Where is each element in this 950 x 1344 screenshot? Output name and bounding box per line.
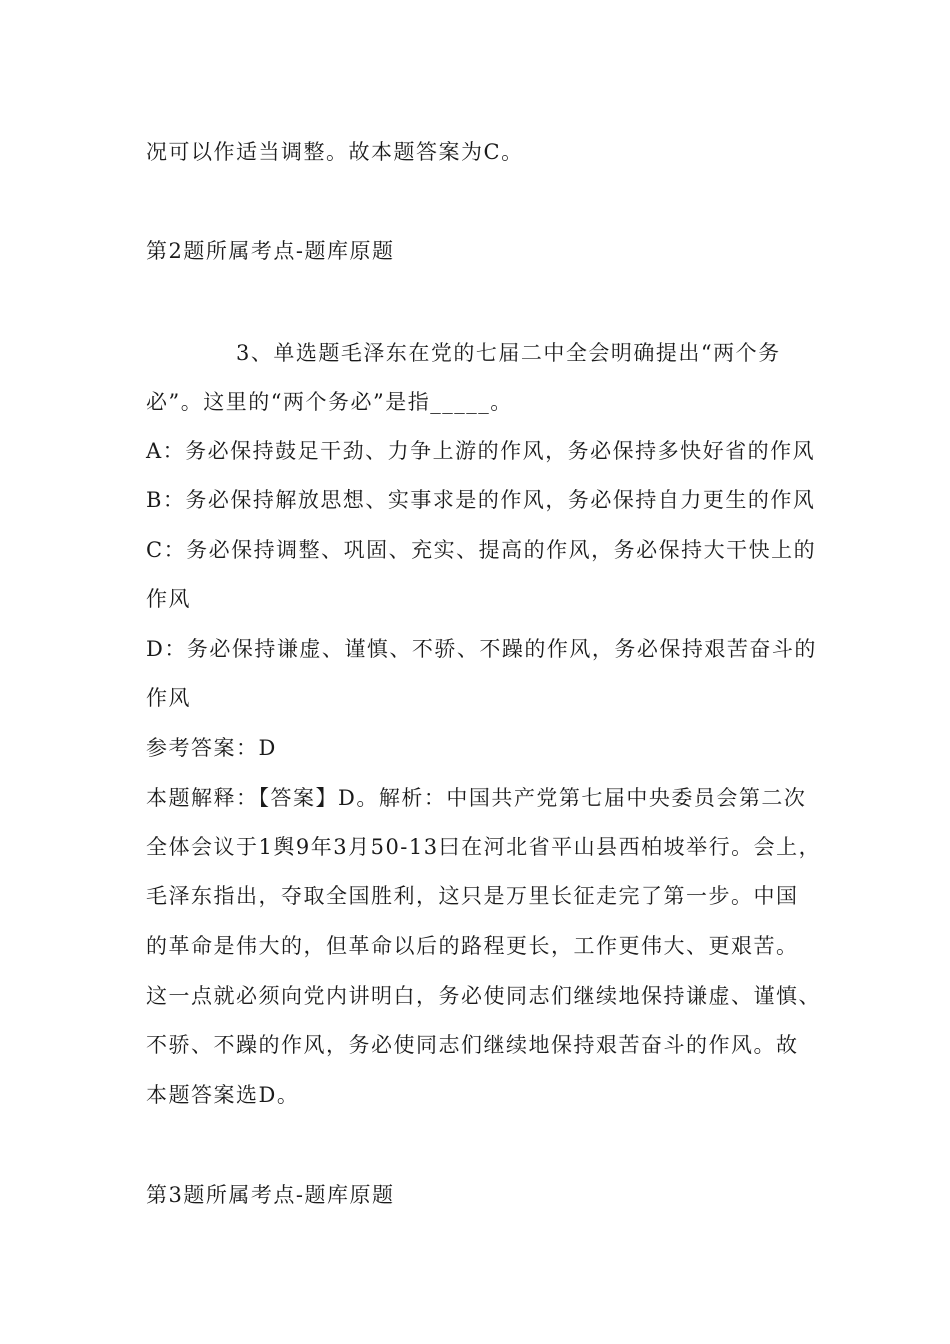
- reference-answer: 参考答案：D: [146, 736, 277, 760]
- option-c-line-1: C：务必保持调整、巩固、充实、提高的作风，务必保持大干快上的: [146, 538, 817, 562]
- explanation-line: 毛泽东指出，夺取全国胜利，这只是万里长征走完了第一步。中国: [146, 884, 799, 908]
- option-d-line-1: D：务必保持谦虚、谨慎、不骄、不躁的作风，务必保持艰苦奋斗的: [146, 637, 817, 661]
- explanation-line: 本题答案选D。: [146, 1083, 300, 1107]
- explanation-line: 本题解释：【答案】D。解析：中国共产党第七届中央委员会第二次: [146, 786, 807, 810]
- question-3-point-heading: 第3题所属考点-题库原题: [146, 1183, 395, 1207]
- option-a: A：务必保持鼓足干劲、力争上游的作风，务必保持多快好省的作风: [146, 439, 816, 463]
- explanation-line: 不骄、不躁的作风，务必使同志们继续地保持艰苦奋斗的作风。故: [146, 1033, 799, 1057]
- question-2-point-heading: 第2题所属考点-题库原题: [146, 239, 395, 263]
- explanation-line: 这一点就必须向党内讲明白，务必使同志们继续地保持谦虚、谨慎、: [146, 984, 821, 1008]
- question-3-stem-line-1: 3、单选题毛泽东在党的七届二中全会明确提出“两个务: [236, 341, 781, 365]
- option-d-line-2: 作风: [146, 686, 191, 710]
- explanation-line: 全体会议于1舆9年3月50-13曰在河北省平山县西柏坡举行。会上，: [146, 835, 822, 859]
- question-3-stem-line-2: 必”。这里的“两个务必”是指_____。: [146, 390, 513, 414]
- previous-answer-tail: 况可以作适当调整。故本题答案为C。: [146, 140, 524, 164]
- option-c-line-2: 作风: [146, 587, 191, 611]
- option-b: B：务必保持解放思想、实事求是的作风，务必保持自力更生的作风: [146, 488, 816, 512]
- explanation-line: 的革命是伟大的，但革命以后的路程更长，工作更伟大、更艰苦。: [146, 934, 799, 958]
